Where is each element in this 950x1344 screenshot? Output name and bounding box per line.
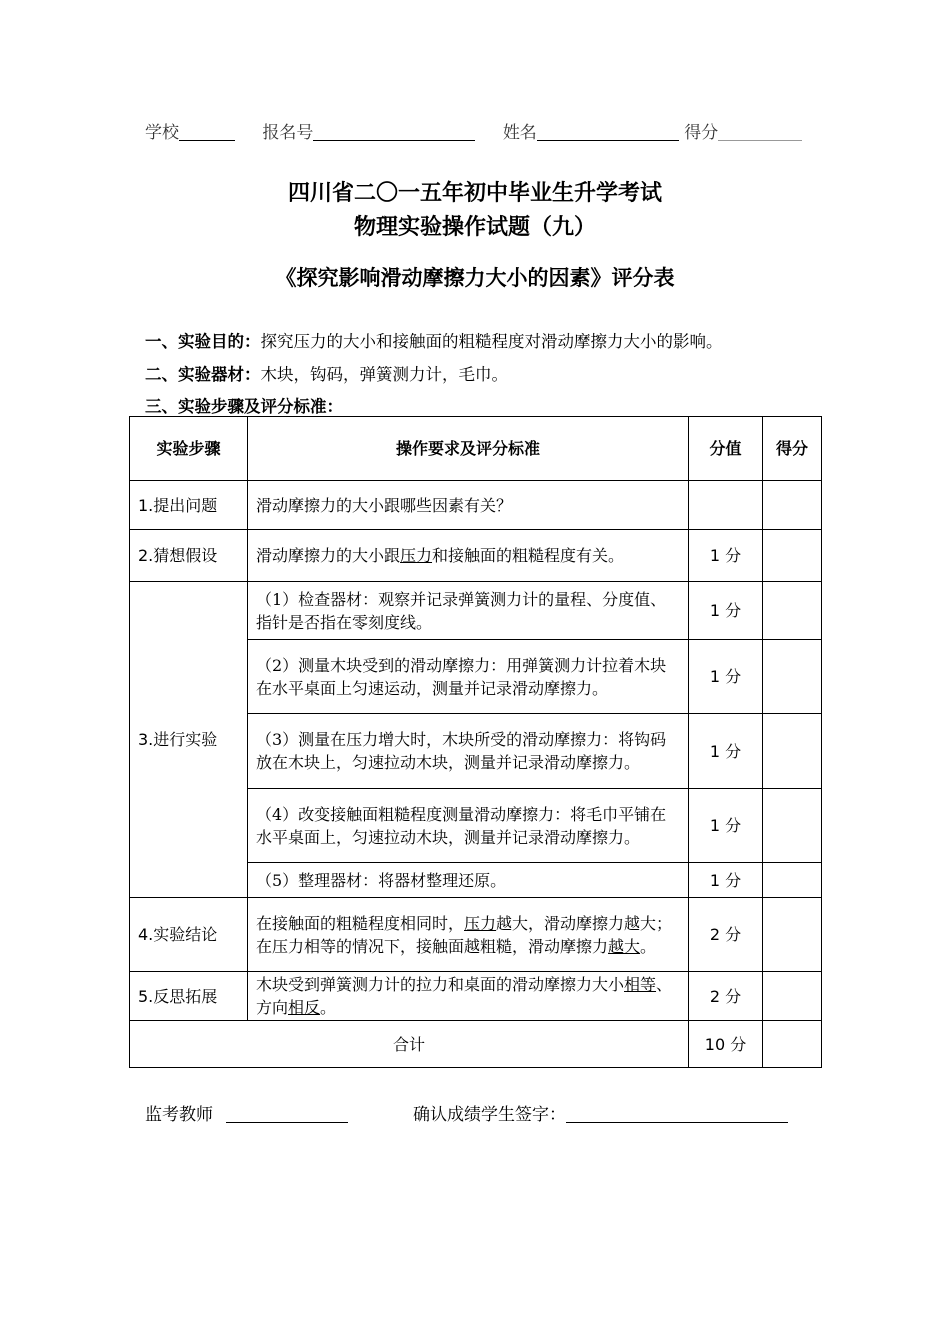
name-field[interactable] (537, 122, 679, 141)
teacher-signature (145, 1100, 348, 1125)
header-score: 得分 (763, 417, 822, 481)
student-label: 确认成绩学生签字： (413, 1105, 566, 1125)
requirement-cell: （2）测量木块受到的滑动摩擦力：用弹簧测力计拉着木块在水平桌面上匀速运动，测量并记录滑动摩擦力。 (248, 640, 689, 714)
score-input-cell[interactable] (763, 789, 822, 863)
table-row (130, 582, 822, 640)
table-header-row (130, 417, 822, 481)
requirement-cell: （4）改变接触面粗糙程度测量滑动摩擦力：将毛巾平铺在水平桌面上，匀速拉动木块，测量并记录滑动摩擦力。 (248, 789, 689, 863)
purpose-label: 一、实验目的： (145, 332, 261, 351)
score-input-cell[interactable] (763, 714, 822, 789)
exam-title: 四川省二〇一五年初中毕业生升学考试 (287, 181, 662, 206)
student-signature-field[interactable] (566, 1104, 788, 1123)
scoresheet-title: 《探究影响滑动摩擦力大小的因素》评分表 (275, 266, 675, 290)
exam-subtitle: 物理实验操作试题（九） (353, 215, 596, 240)
score-input-cell[interactable] (763, 640, 822, 714)
score-input-cell[interactable] (763, 972, 822, 1021)
requirement-cell: （3）测量在压力增大时，木块所受的滑动摩擦力：将钩码放在木块上，匀速拉动木块，测量并记录滑动摩擦力。 (248, 714, 689, 789)
step-cell: 4.实验结论 (130, 898, 248, 972)
points-cell: 1 分 (689, 789, 763, 863)
points-cell: 2 分 (689, 972, 763, 1021)
score-input-cell[interactable] (763, 530, 822, 582)
header-points: 分值 (689, 417, 763, 481)
points-cell: 1 分 (689, 530, 763, 582)
score-input-cell[interactable] (763, 481, 822, 530)
school-field[interactable] (179, 122, 235, 141)
header-step: 实验步骤 (130, 417, 248, 481)
reg-number-field[interactable] (313, 122, 475, 141)
teacher-label: 监考教师 (145, 1105, 213, 1125)
table-row (130, 530, 822, 582)
purpose-line (145, 328, 723, 352)
score-input-cell[interactable] (763, 863, 822, 898)
total-score-input-cell[interactable] (763, 1021, 822, 1068)
requirement-cell: 在接触面的粗糙程度相同时，压力越大，滑动摩擦力越大；在压力相等的情况下，接触面越粗糙，滑动摩擦力越大。 (248, 898, 689, 972)
school-label: 学校 (145, 123, 179, 143)
points-cell: 1 分 (689, 640, 763, 714)
points-cell: 1 分 (689, 714, 763, 789)
score-label: 得分 (684, 123, 719, 143)
equipment-text: 木块，钩码，弹簧测力计，毛巾。 (260, 365, 508, 384)
requirement-cell: 木块受到弹簧测力计的拉力和桌面的滑动摩擦力大小相等、方向相反。 (248, 972, 689, 1021)
step-cell: 3.进行实验 (130, 582, 248, 898)
score-input-cell[interactable] (763, 898, 822, 972)
equipment-label: 二、实验器材： (145, 365, 261, 384)
requirement-cell: （1）检查器材：观察并记录弹簧测力计的量程、分度值、指针是否指在零刻度线。 (248, 582, 689, 640)
header-requirement: 操作要求及评分标准 (248, 417, 689, 481)
equipment-line (145, 361, 508, 385)
table-row (130, 898, 822, 972)
score-input-cell[interactable] (763, 582, 822, 640)
name-label: 姓名 (502, 123, 537, 143)
table-row (130, 972, 822, 1021)
score-field[interactable] (718, 122, 802, 141)
step-cell: 5.反思拓展 (130, 972, 248, 1021)
step-cell: 1.提出问题 (130, 481, 248, 530)
points-cell: 2 分 (689, 898, 763, 972)
steps-line (145, 393, 343, 417)
header-fields (145, 118, 802, 143)
scoring-table (129, 416, 822, 1068)
requirement-cell: 滑动摩擦力的大小跟压力和接触面的粗糙程度有关。 (248, 530, 689, 582)
student-signature (413, 1100, 788, 1125)
requirement-cell: （5）整理器材：将器材整理还原。 (248, 863, 689, 898)
points-cell (689, 481, 763, 530)
total-label: 合计 (130, 1021, 689, 1068)
teacher-signature-field[interactable] (226, 1104, 348, 1123)
purpose-text: 探究压力的大小和接触面的粗糙程度对滑动摩擦力大小的影响。 (260, 332, 723, 351)
total-points: 10 分 (689, 1021, 763, 1068)
step-cell: 2.猜想假设 (130, 530, 248, 582)
requirement-cell: 滑动摩擦力的大小跟哪些因素有关？ (248, 481, 689, 530)
reg-number-label: 报名号 (262, 123, 314, 143)
table-row (130, 481, 822, 530)
points-cell: 1 分 (689, 863, 763, 898)
steps-label: 三、实验步骤及评分标准： (145, 397, 343, 416)
points-cell: 1 分 (689, 582, 763, 640)
total-row (130, 1021, 822, 1068)
